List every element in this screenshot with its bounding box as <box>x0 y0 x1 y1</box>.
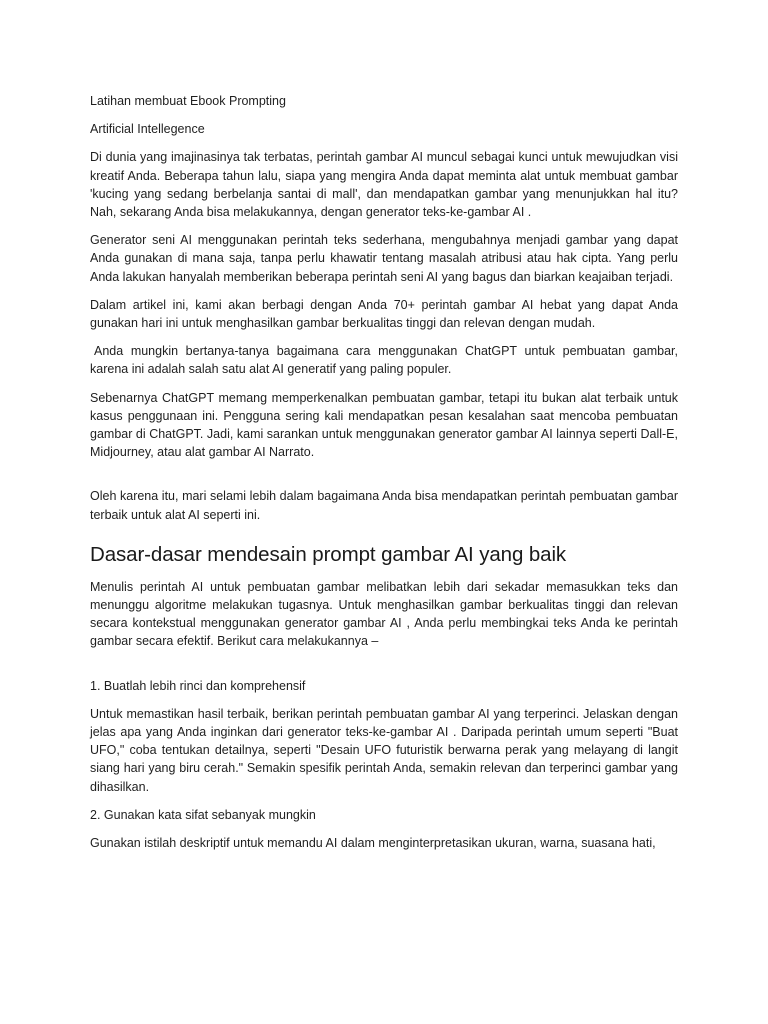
intro-paragraph-2: Generator seni AI menggunakan perintah teks sederhana, mengubahnya menjadi gambar yang dapat Anda gunakan di mana saja, tanpa perlu khawatir tentang masalah atribusi atau hak cipta. Yang perlu Anda lakukan hanyalah memberikan beberapa perintah seni AI yang bagus dan biarkan keajaiban terjadi. <box>90 233 678 284</box>
intro-paragraph-1: Di dunia yang imajinasinya tak terbatas, perintah gambar AI muncul sebagai kunci untuk mewujudkan visi kreatif Anda. Beberapa tahun lalu, siapa yang mengira Anda dapat meminta alat untuk membuat gambar 'kucing yang sedang berbelanja santai di mall', dan mendapatkan gambar yang menunjukkan hal itu? Nah, sekarang Anda bisa melakukannya, dengan generator teks-ke-gambar AI . <box>90 150 678 220</box>
section-heading: Dasar-dasar mendesain prompt gambar AI yang baik <box>90 542 567 566</box>
heading-intro-paragraph: Menulis perintah AI untuk pembuatan gambar melibatkan lebih dari sekadar memasukkan teks dan menunggu algoritme melakukan tugasnya. Untuk menghasilkan gambar berkualitas tinggi dan relevan secara kontekstual menggunakan generator gambar AI , Anda perlu membingkai teks Anda ke perintah gambar secara efektif. Berikut cara melakukannya – <box>90 579 678 649</box>
intro-paragraph-3: Dalam artikel ini, kami akan berbagi dengan Anda 70+ perintah gambar AI hebat yang dapat Anda gunakan hari ini untuk menghasilkan gambar berkualitas tinggi dan relevan dengan mudah. <box>90 297 678 331</box>
document-page <box>90 92 678 862</box>
doc-title-line: Latihan membuat Ebook Prompting <box>90 94 286 108</box>
transition-paragraph: Oleh karena itu, mari selami lebih dalam bagaimana Anda bisa mendapatkan perintah pembuatan gambar terbaik untuk alat AI seperti ini. <box>90 489 678 522</box>
tip-1-title: 1. Buatlah lebih rinci dan komprehensif <box>90 678 306 693</box>
tip-1-body: Untuk memastikan hasil terbaik, berikan perintah pembuatan gambar AI yang terperinci. Jelaskan dengan jelas apa yang Anda inginkan dari generator teks-ke-gambar AI . Daripada perintah umum seperti "Buat UFO," coba tentukan detailnya, seperti "Desain UFO futuristik berwarna perak yang melayang di langit siang hari yang biru cerah." Semakin spesifik perintah Anda, semakin relevan dan terperinci gambar yang dihasilkan. <box>90 706 678 794</box>
intro-paragraph-4: Anda mungkin bertanya-tanya bagaimana cara menggunakan ChatGPT untuk pembuatan gambar, karena ini adalah salah satu alat AI generatif yang paling populer. <box>90 344 678 377</box>
tip-2-body: Gunakan istilah deskriptif untuk memandu AI dalam menginterpretasikan ukuran, warna, suasana hati, <box>90 836 656 851</box>
doc-subtitle-line: Artificial Intellegence <box>90 122 205 137</box>
tip-2-title: 2. Gunakan kata sifat sebanyak mungkin <box>90 807 316 822</box>
intro-paragraph-5: Sebenarnya ChatGPT memang memperkenalkan pembuatan gambar, tetapi itu bukan alat terbaik untuk kasus penggunaan ini. Pengguna sering kali mendapatkan pesan kesalahan saat mencoba pembuatan gambar di ChatGPT. Jadi, kami sarankan untuk menggunakan generator gambar AI lainnya seperti Dall-E, Midjourney, atau alat gambar AI Narrato. <box>90 390 678 460</box>
